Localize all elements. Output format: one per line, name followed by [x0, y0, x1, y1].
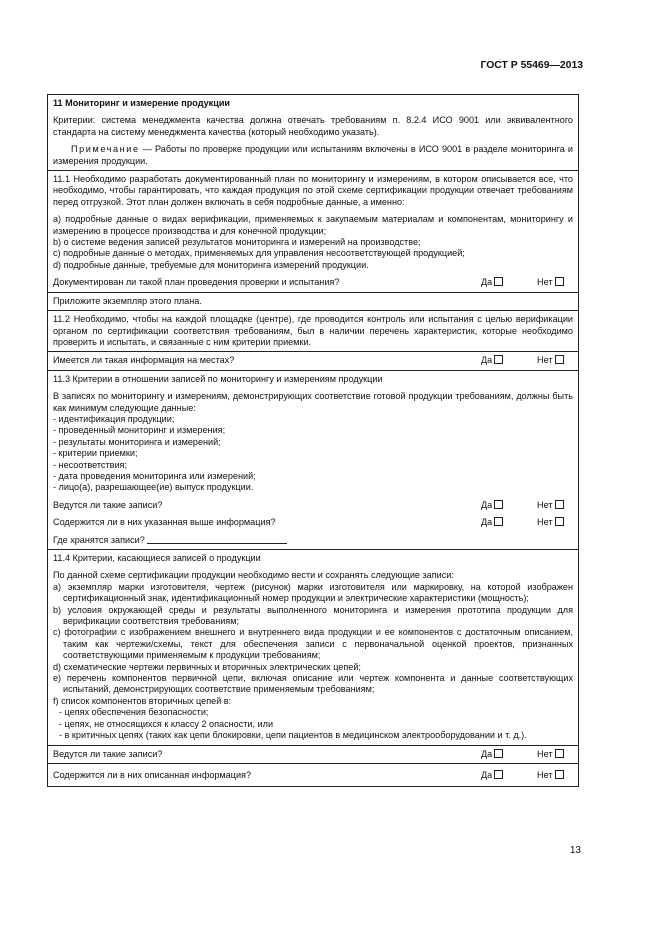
question-row	[53, 770, 573, 781]
no-option[interactable]	[537, 749, 573, 760]
yes-checkbox[interactable]	[494, 770, 503, 779]
note	[53, 144, 573, 167]
no-label: Нет	[537, 517, 553, 528]
yes-checkbox[interactable]	[494, 355, 503, 364]
no-label: Нет	[537, 748, 553, 759]
no-checkbox[interactable]	[555, 277, 564, 286]
section-text: 11.2 Необходимо, чтобы на каждой площадке (центре), где проводится контроль или испытания с целью верификации органом по сертификации соответствия требованиям, был в наличии перечень характеристик, которые необходимо проверить и испытать, и связанные с ним критерии приемки.	[53, 314, 573, 347]
document-code: ГОСТ Р 55469—2013	[480, 60, 583, 71]
yes-option[interactable]	[481, 355, 537, 366]
no-checkbox[interactable]	[555, 500, 564, 509]
list-item: - проведенный мониторинг и измерения;	[53, 425, 226, 436]
list-item: - несоответствия;	[53, 459, 127, 470]
question-text: Имеется ли такая информация на местах?	[53, 355, 235, 366]
sub-list-item: - в критичных цепях (таких как цепи блокировки, цепи пациентов в медицинском электрооборудовании и т. д.).	[59, 730, 527, 741]
list-item: e) перечень компонентов первичной цепи, включая описание или чертеж компонента и данные соответствующих испытаний, демонстрирующих соответствие применяемым требованиям;	[53, 673, 573, 695]
no-option[interactable]	[537, 770, 573, 781]
yes-option[interactable]	[481, 500, 537, 511]
yes-label: Да	[481, 355, 493, 366]
list-item: c) фотографии с изображением внешнего и внутреннего вида продукции и ее компонентов с достаточным описанием, таким как чертежи/схемы, текст для обеспечения записи с первоначальной оценкой проектов, признанных соответствующими применяемым к продукции требованиям;	[53, 627, 573, 661]
yes-label: Да	[481, 277, 493, 288]
note-label: Примечание	[71, 144, 140, 155]
section-11	[48, 95, 578, 171]
question-text: Ведутся ли такие записи?	[53, 748, 163, 759]
no-checkbox[interactable]	[555, 770, 564, 779]
sub-list-item: - цепях, не относящихся к классу 2 опасности, или	[59, 718, 274, 729]
no-label: Нет	[537, 499, 553, 510]
note-text: — Работы по проверке продукции или испытаниям включены в ИСО 9001 в разделе мониторинга и измерения продукции.	[53, 144, 573, 166]
section-intro: По данной схеме сертификации продукции необходимо вести и сохранять следующие записи:	[53, 570, 454, 581]
no-label: Нет	[537, 769, 553, 780]
list-item: - дата проведения мониторинга или измерений;	[53, 470, 256, 481]
list-item: - лицо(а), разрешающее(ие) выпуск продукции.	[53, 482, 254, 493]
no-checkbox[interactable]	[555, 517, 564, 526]
storage-question	[53, 535, 573, 546]
no-label: Нет	[537, 277, 553, 288]
section-11-2	[48, 311, 578, 352]
page-number: 13	[569, 845, 581, 856]
yes-checkbox[interactable]	[494, 500, 503, 509]
section-11-2-question	[48, 352, 578, 370]
list-item: b) о системе ведения записей результатов мониторинга и измерений на производстве;	[53, 237, 421, 248]
question-row	[53, 355, 573, 366]
yes-checkbox[interactable]	[494, 517, 503, 526]
section-title: 11.3 Критерии в отношении записей по мониторингу и измерениям продукции	[53, 373, 383, 384]
question-row	[53, 749, 573, 760]
question-text: Содержится ли в них описанная информация?	[53, 769, 252, 780]
question-row	[53, 277, 573, 288]
sub-list-item: - цепях обеспечения безопасности;	[59, 707, 209, 718]
yes-checkbox[interactable]	[494, 749, 503, 758]
question-text: Где хранятся записи?	[53, 534, 145, 545]
no-option[interactable]	[537, 277, 573, 288]
question-text: Содержится ли в них указанная выше информация?	[53, 517, 276, 528]
yes-option[interactable]	[481, 770, 537, 781]
no-option[interactable]	[537, 517, 573, 528]
list-item: c) подробные данные о методах, применяемых для управления несоответствующей продукцией;	[53, 248, 465, 259]
attach-text: Приложите экземпляр этого плана.	[53, 295, 202, 306]
list-item: a) экземпляр марки изготовителя, чертеж (рисунок) марки изготовителя или маркировку, на которой изображен сертификационный знак, идентификационный номер продукции и электрические характеристики (мощность);	[53, 581, 573, 604]
question-row	[53, 517, 573, 528]
storage-answer-field[interactable]	[147, 543, 287, 544]
no-option[interactable]	[537, 500, 573, 511]
yes-label: Да	[481, 769, 493, 780]
yes-option[interactable]	[481, 277, 537, 288]
list-item: - критерии приемки;	[53, 448, 138, 459]
list-item: a) подробные данные о видах верификации, применяемых к закупаемым материалам и компонентам, мониторингу и измерению в процессе производства и для конечной продукции;	[53, 214, 573, 236]
list-item: d) схематические чертежи первичных и вторичных электрических цепей;	[53, 661, 361, 672]
question-text: Документирован ли такой план проведения проверки и испытания?	[53, 277, 340, 288]
yes-label: Да	[481, 517, 493, 528]
yes-label: Да	[481, 748, 493, 759]
list-item: f) список компонентов вторичных цепей в:	[53, 695, 232, 706]
section-title: 11.4 Критерии, касающиеся записей о продукции	[53, 553, 261, 563]
no-label: Нет	[537, 355, 553, 366]
criteria-text: Критерии: система менеджмента качества должна отвечать требованиям п. 8.2.4 ИСО 9001 или эквивалентного стандарта на систему менеджмента качества (который необходимо указать).	[53, 115, 573, 137]
question-row	[53, 500, 573, 511]
section-intro: В записях по мониторингу и измерениям, демонстрирующих соответствие готовой продукции требованиям, должны быть как минимум следующие данные:	[53, 391, 573, 413]
no-checkbox[interactable]	[555, 749, 564, 758]
question-text: Ведутся ли такие записи?	[53, 499, 163, 510]
yes-checkbox[interactable]	[494, 277, 503, 286]
section-11-4	[48, 550, 578, 746]
yes-option[interactable]	[481, 749, 537, 760]
yes-label: Да	[481, 499, 493, 510]
section-11-1	[48, 171, 578, 293]
section-11-3	[48, 371, 578, 550]
list-item: - идентификация продукции;	[53, 413, 175, 424]
list-item: d) подробные данные, требуемые для мониторинга измерений продукции.	[53, 259, 369, 270]
list-item: b) условия окружающей среды и результаты выполненного мониторинга и измерения прототипа продукции для верификации соответствия требованиям;	[53, 604, 573, 627]
attach-row	[48, 293, 578, 311]
section-11-4-question-2	[48, 764, 578, 786]
section-11-4-question-1	[48, 746, 578, 764]
no-option[interactable]	[537, 355, 573, 366]
yes-option[interactable]	[481, 517, 537, 528]
checklist-table	[47, 94, 579, 787]
list-item: - результаты мониторинга и измерений;	[53, 436, 221, 447]
section-title: 11 Мониторинг и измерение продукции	[53, 98, 231, 108]
no-checkbox[interactable]	[555, 355, 564, 364]
section-intro: 11.1 Необходимо разработать документированный план по мониторингу и измерениям, в котором описывается все, что необходимо, чтобы гарантировать, что каждая продукция по этой схеме сертификации продукции отвечает требованиям перед отгрузкой. Этот план должен включать в себя подробные данные, а именно:	[53, 174, 573, 207]
